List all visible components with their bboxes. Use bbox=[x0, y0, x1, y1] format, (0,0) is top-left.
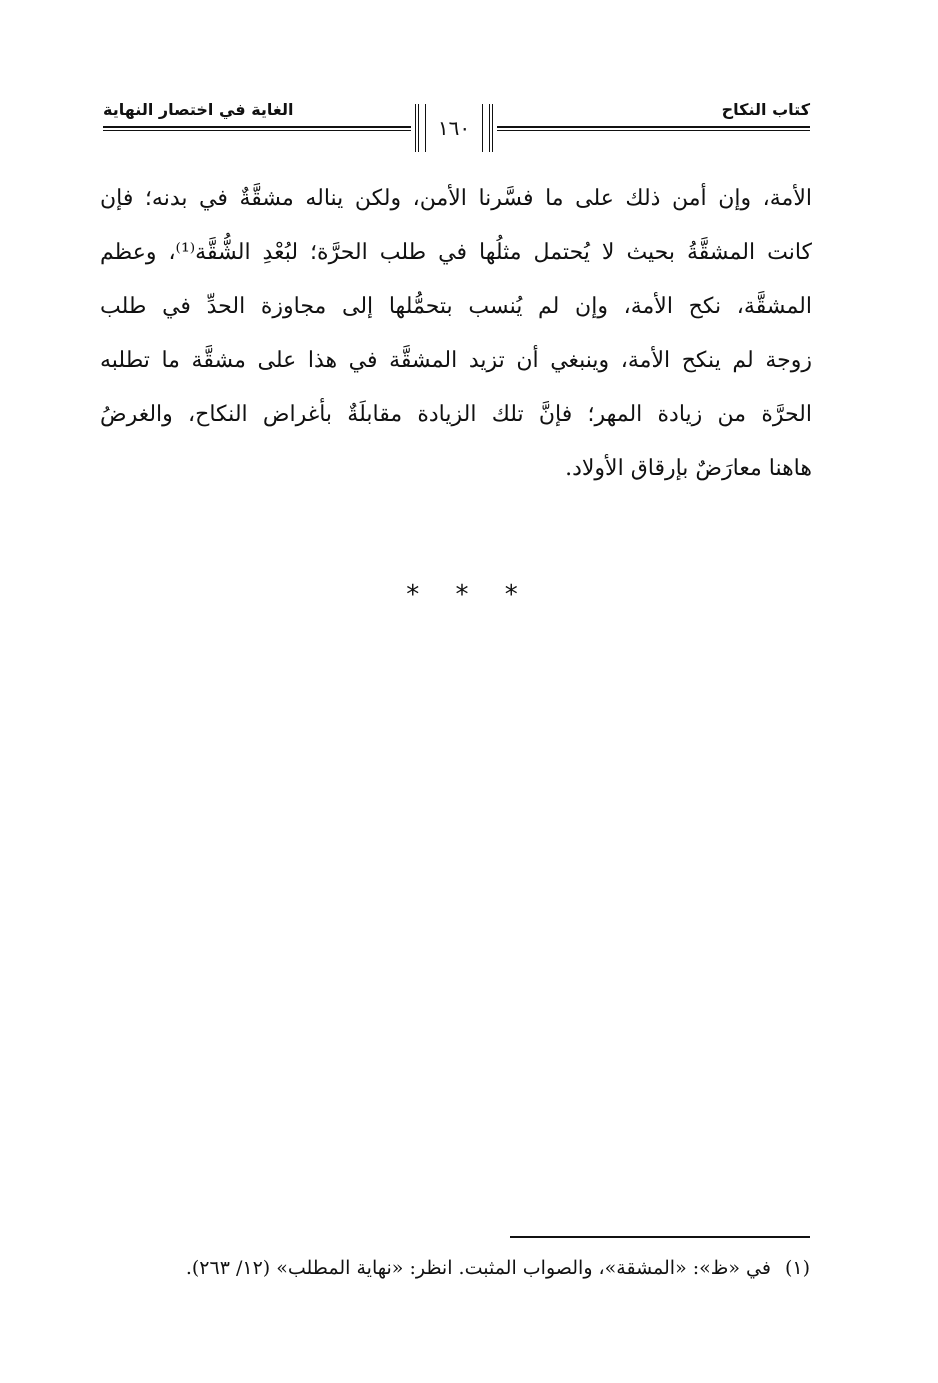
text-line: الأمة، وإن أمن ذلك على ما فسَّرنا الأمن، ولكن يناله مشقَّةٌ في بدنه؛ فإن bbox=[100, 186, 812, 211]
text-line: زوجة لم ينكح الأمة، وينبغي أن تزيد المشقَّة في هذا على مشقَّة ما تطلبه bbox=[100, 348, 812, 373]
footnote-number: (١) bbox=[784, 1257, 810, 1279]
footnote bbox=[186, 1257, 810, 1279]
text-line: كانت المشقَّةُ بحيث لا يُحتمل مثلُها في طلب الحرَّة؛ لبُعْدِ الشُّقَّة⁽¹⁾، وعظم bbox=[100, 240, 812, 265]
footnote-rule bbox=[510, 1236, 810, 1238]
footnote-text: في «ظ»: «المشقة»، والصواب المثبت. انظر: «نهاية المطلب» (١٢/ ٢٦٣). bbox=[185, 1257, 771, 1279]
text-line: هاهنا معارَضٌ بإرقاق الأولاد. bbox=[565, 456, 812, 481]
header-rule-right bbox=[497, 126, 810, 131]
text-line: المشقَّة، نكح الأمة، وإن لم يُنسب بتحمُّلها إلى مجاوزة الحدِّ في طلب bbox=[100, 294, 812, 319]
text-line: الحرَّة من زيادة المهر؛ فإنَّ تلك الزيادة مقابلَةٌ بأغراض النكاح، والغرضُ bbox=[100, 402, 812, 427]
section-separator: * * * bbox=[406, 580, 532, 610]
main-text bbox=[100, 172, 812, 496]
header-rule-left bbox=[103, 126, 411, 131]
running-header-chapter: كتاب النكاح bbox=[721, 100, 810, 119]
running-header-book-title: الغاية في اختصار النهاية bbox=[103, 100, 294, 119]
page-number: ١٦٠ bbox=[437, 116, 471, 140]
page-number-frame bbox=[415, 104, 493, 152]
